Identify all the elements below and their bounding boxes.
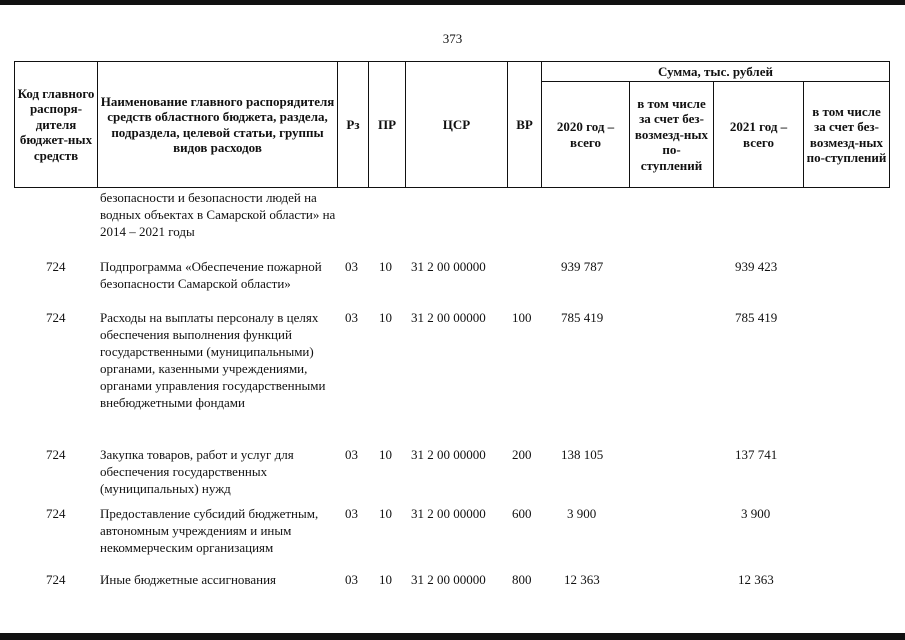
row-code: 724	[46, 572, 66, 587]
row-name: Иные бюджетные ассигнования	[100, 572, 277, 587]
row-rz: 03	[345, 259, 358, 274]
row-pr: 10	[379, 259, 392, 274]
continuation-text: безопасности и безопасности людей на водных объектах в Самарской области» на 2014 – 2021 годы	[100, 190, 336, 239]
row-2021: 785 419	[735, 310, 778, 325]
col-line	[629, 81, 630, 188]
header-sum-title: Сумма, тыс. рублей	[658, 63, 773, 79]
row-csr: 31 2 00 00000	[411, 310, 486, 325]
row-2021: 3 900	[741, 506, 771, 521]
row-2020: 939 787	[561, 259, 604, 274]
header-csr: ЦСР	[442, 116, 471, 132]
header-pr: ПР	[377, 116, 397, 132]
header-code: Код главного распоря-дителя бюджет-ных средств	[17, 85, 95, 163]
row-csr: 31 2 00 00000	[411, 572, 486, 587]
row-pr: 10	[379, 506, 392, 521]
col-line	[889, 61, 890, 188]
header-vr: ВР	[516, 116, 533, 132]
header-2020-total: 2020 год – всего	[556, 119, 615, 150]
row-name: Расходы на выплаты персоналу в целях обеспечения выполнения функций государственными (муниципальными) органами, казенными учреждениями, органами управления государственными внебюджетными фондами	[100, 310, 326, 410]
header-2021-gratuitous: в том числе за счет без-возмезд-ных по-ступлений	[806, 103, 887, 165]
header-2021-total: 2021 год – всего	[729, 119, 788, 150]
row-2020: 785 419	[561, 310, 604, 325]
page-number: 373	[442, 31, 463, 46]
row-code: 724	[46, 310, 66, 325]
row-rz: 03	[345, 572, 358, 587]
row-name: Подпрограмма «Обеспечение пожарной безопасности Самарской области»	[100, 259, 322, 291]
row-pr: 10	[379, 447, 392, 462]
row-csr: 31 2 00 00000	[411, 506, 486, 521]
header-bottom-line	[14, 187, 890, 188]
header-name: Наименование главного распорядителя средств областного бюджета, раздела, подраздела, целевой статьи, группы видов расходов	[100, 93, 335, 155]
row-rz: 03	[345, 506, 358, 521]
col-line	[713, 81, 714, 188]
row-vr: 100	[512, 310, 532, 325]
row-csr: 31 2 00 00000	[411, 447, 486, 462]
row-vr: 200	[512, 447, 532, 462]
row-name: Закупка товаров, работ и услуг для обеспечения государственных (муниципальных) нужд	[100, 447, 294, 496]
header-rz: Рз	[346, 116, 360, 132]
row-name: Предоставление субсидий бюджетным, автономным учреждениям и иным некоммерческим организациям	[100, 506, 319, 555]
top-rule	[0, 0, 905, 5]
row-2021: 137 741	[735, 447, 778, 462]
row-pr: 10	[379, 310, 392, 325]
row-code: 724	[46, 506, 66, 521]
bottom-rule	[0, 633, 905, 640]
row-2020: 138 105	[561, 447, 604, 462]
row-pr: 10	[379, 572, 392, 587]
header-2020-gratuitous: в том числе за счет без-возмезд-ных по-ступлений	[634, 95, 709, 173]
row-code: 724	[46, 259, 66, 274]
row-2021: 12 363	[738, 572, 774, 587]
row-csr: 31 2 00 00000	[411, 259, 486, 274]
row-2020: 12 363	[564, 572, 600, 587]
row-2020: 3 900	[567, 506, 597, 521]
row-rz: 03	[345, 310, 358, 325]
row-vr: 600	[512, 506, 532, 521]
row-code: 724	[46, 447, 66, 462]
col-line	[803, 81, 804, 188]
row-rz: 03	[345, 447, 358, 462]
row-vr: 800	[512, 572, 532, 587]
row-2021: 939 423	[735, 259, 778, 274]
